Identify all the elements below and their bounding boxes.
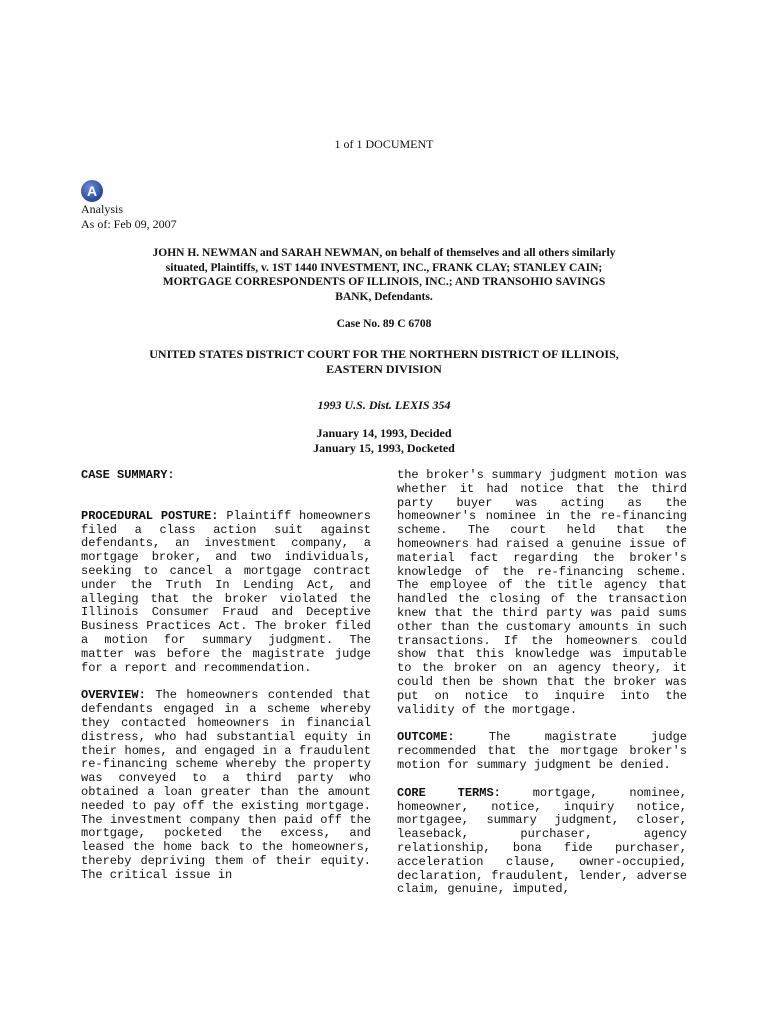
analysis-signal-icon: A <box>81 180 103 202</box>
overview-section <box>81 689 371 882</box>
procedural-posture-label: PROCEDURAL POSTURE: <box>81 508 219 523</box>
core-terms-text: mortgage, nominee, homeowner, notice, inquiry notice, mortgagee, summary judgment, closer, leaseback, purchaser, agency relationship, bona fide purchaser, acceleration clause, owner-occupied, declaration, fraudulent, lender, adverse claim, genuine, imputed, <box>397 785 688 897</box>
outcome-text: The magistrate judge recommended that the mortgage broker's motion for summary judgment be denied. <box>397 730 688 772</box>
as-of-date: As of: Feb 09, 2007 <box>81 217 177 231</box>
summary-column-right <box>397 469 687 897</box>
outcome-label: OUTCOME: <box>397 730 455 745</box>
summary-column-left <box>81 469 371 883</box>
overview-label: OVERVIEW: <box>81 688 146 703</box>
citation: 1993 U.S. Dist. LEXIS 354 <box>317 398 451 412</box>
overview-text-left: The homeowners contended that defendants engaged in a scheme whereby they contacted homeowners in financial distress, who had substantial equity in their homes, and engaged in a fraudulent re-financing scheme whereby the property was conveyed to a third party who obtained a loan greater than the amount needed to pay off the existing mortgage. The investment company then paid off the mortgage, pocketed the excess, and leased the home back to the homeowners, thereby depriving them of their equity. The critical issue in <box>81 688 372 882</box>
core-terms-section <box>397 787 687 897</box>
document-count: 1 of 1 DOCUMENT <box>334 137 434 151</box>
procedural-posture-text: Plaintiff homeowners filed a class action suit against defendants, an investment company, a mortgage broker, and two individuals, seeking to cancel a mortgage contract under the Truth In Lending Act, and alleging that the broker violated the Illinois Consumer Fraud and Deceptive Business Practices Act. The broker filed a motion for summary judgment. The matter was before the magistrate judge for a report and recommendation. <box>81 508 371 675</box>
court-name: UNITED STATES DISTRICT COURT FOR THE NORTHERN DISTRICT OF ILLINOIS, EASTERN DIVISION <box>149 347 619 376</box>
case-dates <box>80 426 688 455</box>
core-terms-label: CORE TERMS: <box>397 785 501 800</box>
decided-date: January 14, 1993, Decided <box>316 426 452 440</box>
case-summary-heading: CASE SUMMARY: <box>81 468 175 482</box>
case-number: Case No. 89 C 6708 <box>336 318 432 330</box>
overview-text-right: the broker's summary judgment motion was whether it had notice that the third party buyer was acting as the homeowner's nominee in the re-financing scheme. The court held that the homeowners had raised a genuine issue of material fact regarding the broker's knowledge of the re-financing scheme. The employee of the title agency that handled the closing of the transaction knew that the third party was paid sums other than the customary amounts in such transactions. If the homeowners could show that this knowledge was imputable to the broker on an agency theory, it could then be shown that the broker was put on notice to inquire into the validity of the mortgage. <box>397 468 687 717</box>
analysis-label: Analysis <box>81 202 123 216</box>
procedural-posture-section <box>81 510 371 676</box>
case-caption: JOHN H. NEWMAN and SARAH NEWMAN, on behalf of themselves and all others similarly situated, Plaintiffs, v. 1ST 1440 INVESTMENT, INC., FRANK CLAY; STANLEY CAIN; MORTGAGE CORRESPONDENTS OF ILLINOIS, INC.; AND TRANSOHIO SAVINGS BANK, Defendants. <box>152 247 616 303</box>
docketed-date: January 15, 1993, Docketed <box>313 440 455 455</box>
outcome-section <box>397 731 687 772</box>
